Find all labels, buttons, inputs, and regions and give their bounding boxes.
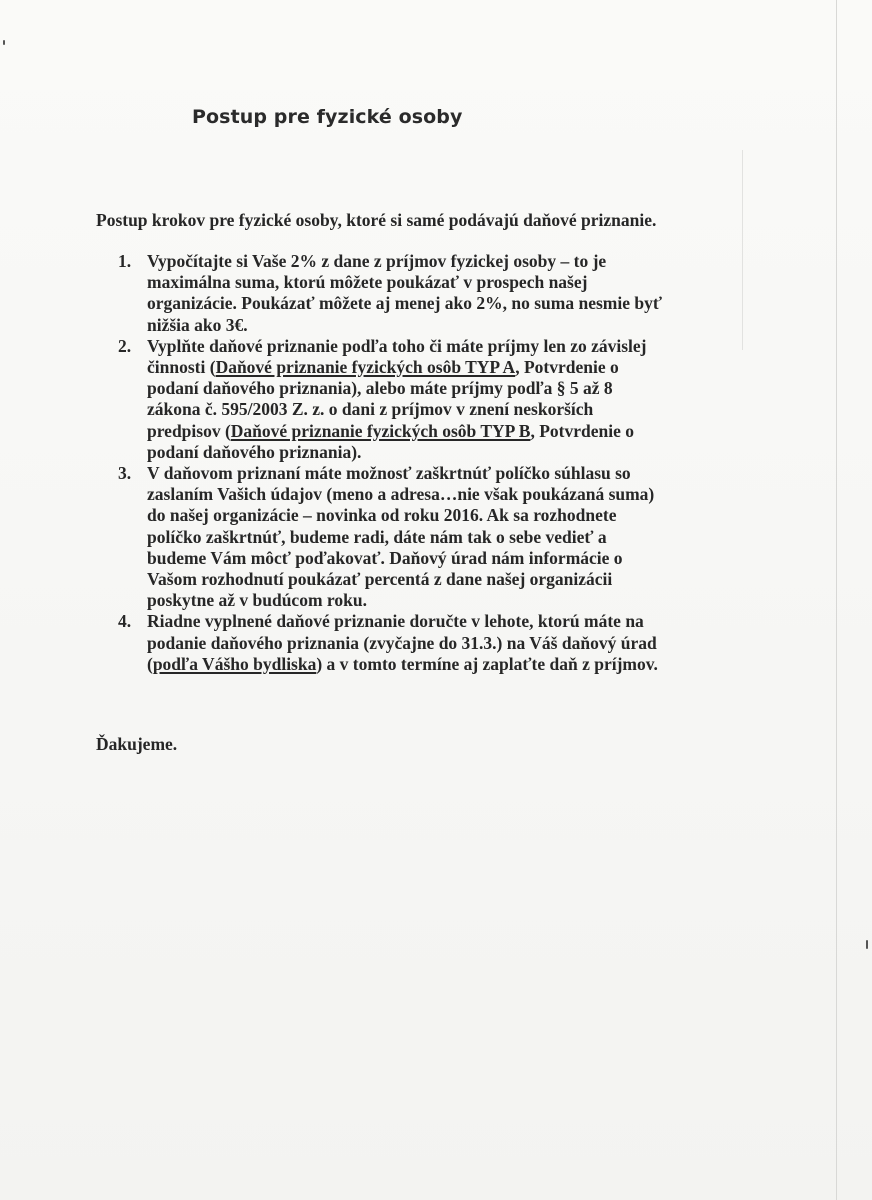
link-tax-return-type-a[interactable]: Daňové priznanie fyzických osôb TYP A	[215, 357, 516, 378]
step-2-line: zákona č. 595/2003 Z. z. o dani z príjmov v znení neskorších	[147, 399, 594, 420]
step-2-line	[147, 357, 758, 378]
step-3-line: Vašom rozhodnutí poukázať percentá z dane našej organizácii	[147, 569, 613, 590]
step-1-line: nižšia ako 3€.	[147, 314, 248, 335]
step-2-line	[147, 421, 758, 442]
step-1-line: organizácie. Poukázať môžete aj menej ako 2%, no suma nesmie byť	[147, 293, 662, 314]
step-number: 4.	[118, 611, 132, 632]
intro-paragraph: Postup krokov pre fyzické osoby, ktoré si samé podávajú daňové priznanie.	[96, 210, 657, 230]
step-2-line: podaní daňového priznania).	[147, 441, 362, 462]
step-3-line: V daňovom priznaní máte možnosť zaškrtnúť políčko súhlasu so	[147, 463, 631, 484]
scan-mark-right	[866, 940, 868, 949]
page-edge-right	[836, 0, 837, 1200]
step-2-text: , Potvrdenie o	[515, 357, 619, 378]
step-1-line: Vypočítajte si Vaše 2% z dane z príjmov fyzickej osoby – to je	[147, 251, 607, 271]
closing-text: Ďakujeme.	[96, 734, 178, 754]
step-3-line: poskytne až v budúcom roku.	[147, 590, 367, 611]
step-4-text: (	[147, 653, 153, 674]
step-2-text: predpisov (	[147, 420, 231, 441]
step-number: 3.	[118, 463, 132, 484]
step-4-line: podanie daňového priznania (zvyčajne do 31.3.) na Váš daňový úrad	[147, 632, 657, 653]
step-4-line: Riadne vyplnené daňové priznanie doručte v lehote, ktorú máte na	[147, 611, 644, 632]
steps-list	[118, 251, 758, 675]
step-number: 2.	[118, 335, 132, 356]
step-3	[118, 463, 758, 611]
step-3-line: do našej organizácie – novinka od roku 2016. Ak sa rozhodnete	[147, 505, 617, 526]
step-4	[118, 611, 758, 675]
step-2-text: , Potvrdenie o	[530, 420, 634, 441]
scan-mark-left	[3, 40, 5, 45]
step-2	[118, 336, 758, 463]
page-title: Postup pre fyzické osoby	[192, 106, 463, 128]
step-4-text: ) a v tomto termíne aj zaplaťte daň z príjmov.	[316, 653, 658, 674]
step-2-line: Vyplňte daňové priznanie podľa toho či máte príjmy len zo závislej	[147, 335, 647, 356]
step-3-line: zaslaním Vašich údajov (meno a adresa…nie však poukázaná suma)	[147, 484, 655, 505]
link-by-residence[interactable]: podľa Vášho bydliska	[152, 653, 317, 674]
step-3-line: budeme Vám môcť poďakovať. Daňový úrad nám informácie o	[147, 547, 623, 568]
step-4-line	[147, 654, 758, 675]
step-2-text: činnosti (	[147, 357, 216, 378]
step-2-line: podaní daňového priznania), alebo máte príjmy podľa § 5 až 8	[147, 378, 613, 399]
step-1-line: maximálna suma, ktorú môžete poukázať v prospech našej	[147, 272, 588, 293]
link-tax-return-type-b[interactable]: Daňové priznanie fyzických osôb TYP B	[230, 420, 531, 441]
step-number: 1.	[118, 251, 132, 271]
step-3-line: políčko zaškrtnúť, budeme radi, dáte nám tak o sebe vedieť a	[147, 526, 607, 547]
step-1	[118, 251, 758, 336]
